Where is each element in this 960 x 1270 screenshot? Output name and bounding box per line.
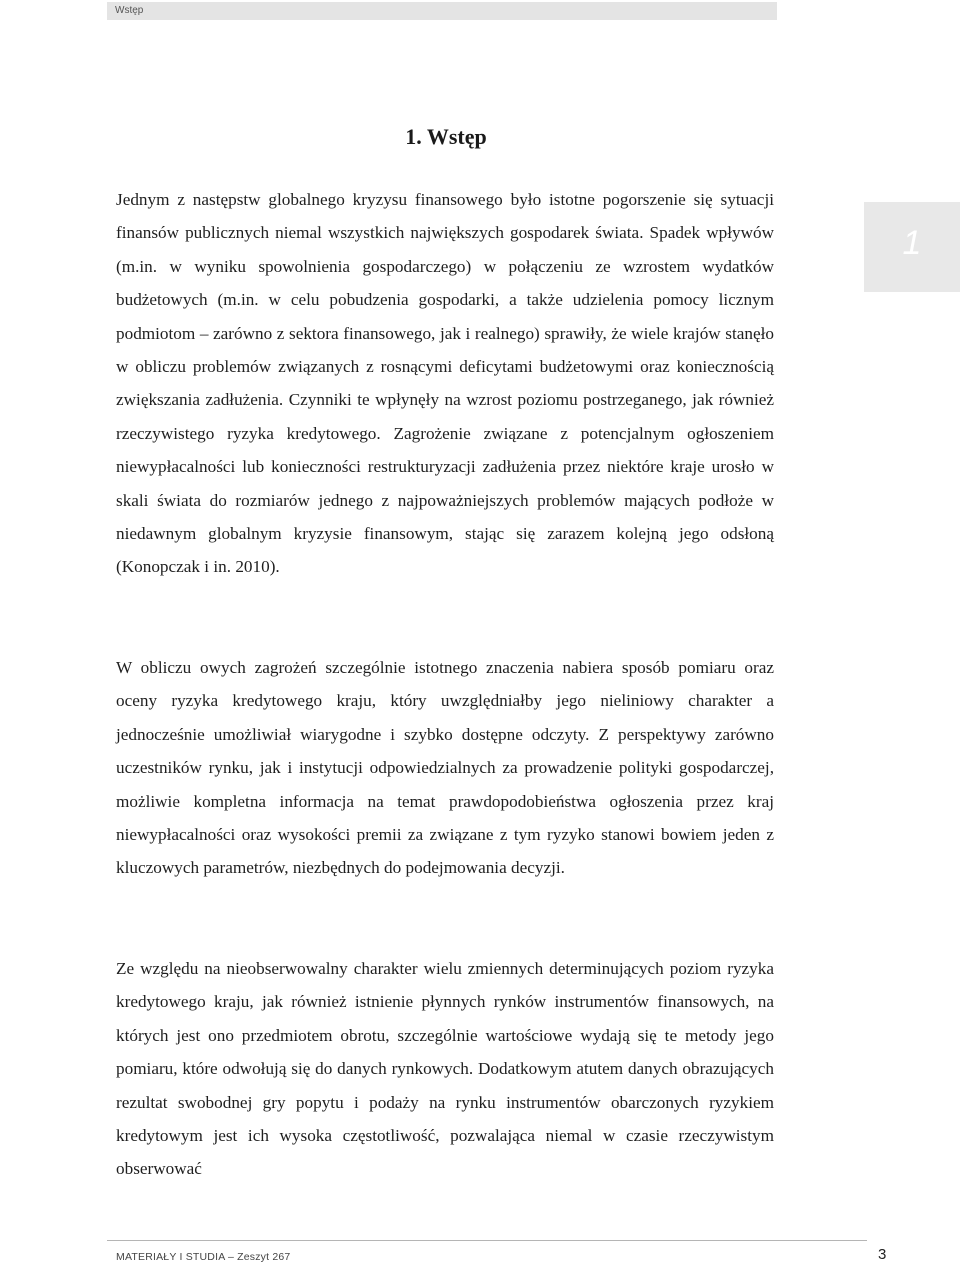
running-header: [107, 2, 777, 20]
running-header-title: Wstęp: [115, 5, 144, 16]
footer-publication: MATERIAŁY I STUDIA – Zeszyt 267: [116, 1251, 291, 1263]
paragraph-2: W obliczu owych zagrożeń szczególnie istotnego znaczenia nabiera sposób pomiaru oraz oceny ryzyka kredytowego kraju, który uwzględniałby jego nieliniowy charakter a jednocześnie umożliwiał wiarygodne i szybko dostępne odczyty. Z perspektywy zarówno uczestników rynku, jak i instytucji odpowiedzialnych za prowadzenie polityki gospodarczej, możliwie kompletna informacja na temat prawdopodobieństwa ogłoszenia przez kraj niewypłacalności oraz wysokości premii za związane z tym ryzyko stanowi bowiem jeden z kluczowych parametrów, niezbędnych do podejmowania decyzji.: [116, 658, 774, 878]
footer-divider: [107, 1240, 867, 1241]
paragraph-3: Ze względu na nieobserwowalny charakter wielu zmiennych determinujących poziom ryzyka kredytowego kraju, jak również istnienie płynnych rynków instrumentów finansowych, na których jest ono przedmiotem obrotu, szczególnie wartościowe wydają się te metody jego pomiaru, które odwołują się do danych rynkowych. Dodatkowym atutem danych obrazujących rezultat swobodnej gry popytu i podaży na rynku instrumentów obarczonych ryzykiem kredytowym jest ich wysoka częstotliwość, pozwalająca niemal w czasie rzeczywistym obserwować: [116, 959, 774, 1179]
chapter-tab: [864, 202, 960, 292]
chapter-tab-number: 1: [902, 224, 922, 262]
paragraph-1: Jednym z następstw globalnego kryzysu finansowego było istotne pogorszenie się sytuacji finansów publicznych niemal wszystkich największych gospodarek świata. Spadek wpływów (m.in. w wyniku spowolnienia gospodarczego) w połączeniu ze wzrostem wydatków budżetowych (m.in. w celu pobudzenia gospodarki, a także udzielenia pomocy licznym podmiotom – zarówno z sektora finansowego, jak i realnego) sprawiły, że wiele krajów stanęło w obliczu problemów związanych z rosnącymi deficytami budżetowymi oraz koniecznością zwiększania zadłużenia. Czynniki te wpłynęły na wzrost poziomu postrzeganego, jak również rzeczywistego ryzyka kredytowego. Zagrożenie związane z potencjalnym ogłoszeniem niewypłacalności lub konieczności restrukturyzacji zadłużenia przez niektóre kraje urosło w skali świata do rozmiarów jednego z najpoważniejszych problemów mających podłoże w niedawnym globalnym kryzysie finansowym, stając się zarazem kolejną jego odsłoną (Konopczak i in. 2010).: [116, 190, 774, 577]
page-number: 3: [878, 1246, 887, 1263]
section-title: 1. Wstęp: [405, 124, 487, 149]
